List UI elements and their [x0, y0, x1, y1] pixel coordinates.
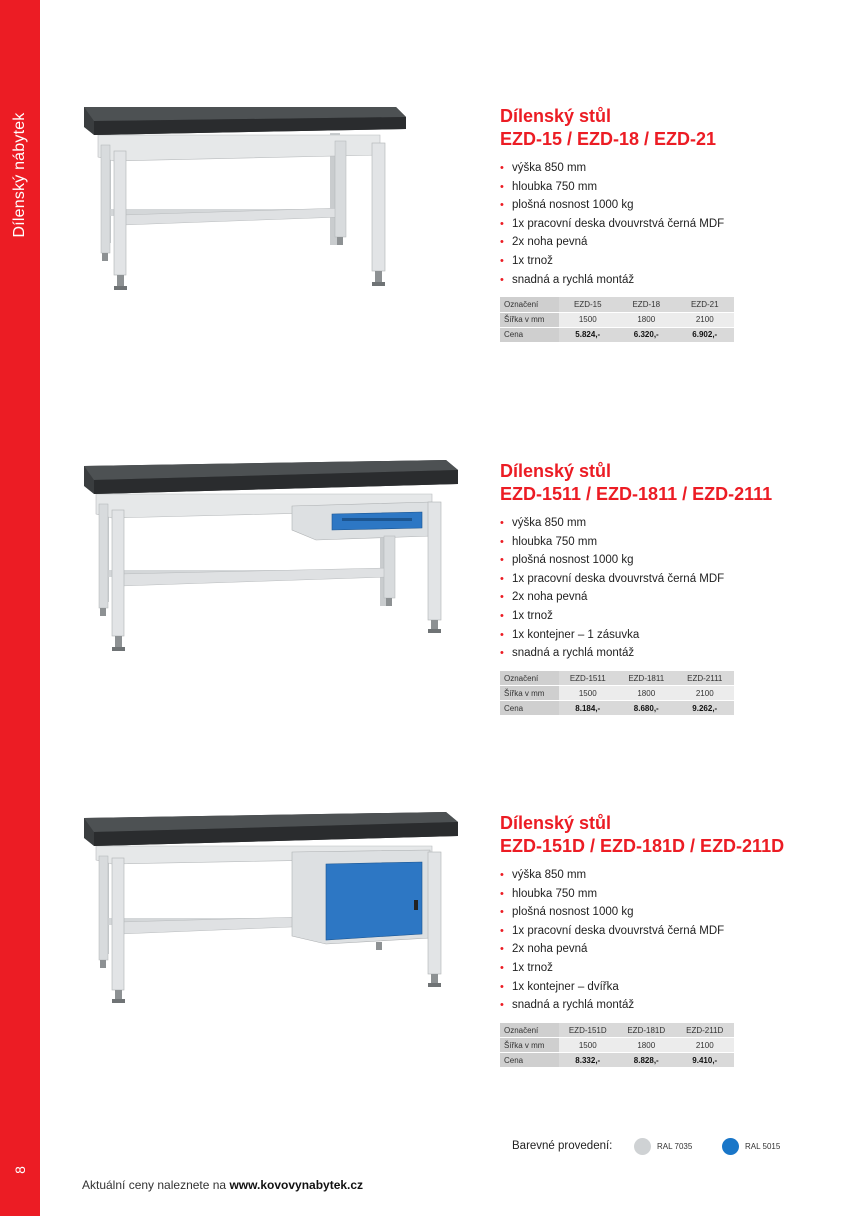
- workbench-cabinet-image: [80, 812, 465, 1012]
- feature-list: [500, 866, 840, 1015]
- product-title: Dílenský stůl: [500, 461, 612, 481]
- footer: [82, 1178, 363, 1192]
- color-name: RAL 7035: [657, 1142, 693, 1151]
- feature-item: • hloubka 750 mm: [500, 535, 598, 548]
- color-options-label: Barevné provedení:: [512, 1140, 613, 1152]
- feature-item: • výška 850 mm: [500, 162, 587, 174]
- feature-item: • snadná a rychlá montáž: [500, 273, 635, 286]
- feature-item: • plošná nosnost 1000 kg: [500, 554, 634, 567]
- feature-item: • výška 850 mm: [500, 869, 587, 881]
- table-row: Cena 5.824,- 6.320,- 6.902,-: [500, 327, 734, 342]
- feature-item: • plošná nosnost 1000 kg: [500, 199, 634, 212]
- feature-item: • 1x kontejner – dvířka: [500, 980, 619, 993]
- spec-table: [500, 671, 734, 717]
- page-number: 8: [12, 1166, 28, 1174]
- feature-item: • 1x trnož: [500, 609, 553, 622]
- table-row: Šířka v mm 1500 1800 2100: [500, 312, 734, 327]
- footer-text: Aktuální ceny naleznete na: [82, 1178, 227, 1192]
- feature-item: • 1x trnož: [500, 254, 553, 267]
- table-row: Cena 8.184,- 8.680,- 9.262,-: [500, 701, 734, 716]
- product-models: EZD-1511 / EZD-1811 / EZD-2111: [500, 484, 773, 504]
- feature-item: • 1x kontejner – 1 zásuvka: [500, 628, 640, 641]
- section-title: Dílenský nábytek: [11, 112, 28, 238]
- feature-item: • 1x pracovní deska dvouvrstvá černá MDF: [500, 924, 725, 937]
- feature-item: • hloubka 750 mm: [500, 887, 598, 900]
- feature-item: • výška 850 mm: [500, 517, 587, 529]
- product-title: Dílenský stůl: [500, 106, 612, 126]
- feature-item: • 1x trnož: [500, 961, 553, 974]
- product-models: EZD-151D / EZD-181D / EZD-211D: [500, 836, 785, 856]
- feature-item: • 1x pracovní deska dvouvrstvá černá MDF: [500, 217, 725, 230]
- feature-list: [500, 159, 840, 289]
- table-row: Šířka v mm 1500 1800 2100: [500, 686, 734, 701]
- table-row: Šířka v mm 1500 1800 2100: [500, 1038, 734, 1053]
- table-row: Označení EZD-151D EZD-181D EZD-211D: [500, 1023, 734, 1038]
- feature-item: • plošná nosnost 1000 kg: [500, 906, 634, 919]
- feature-item: • 2x noha pevná: [500, 236, 588, 249]
- workbench-drawer-image: [80, 460, 465, 660]
- feature-item: • 2x noha pevná: [500, 943, 588, 956]
- spec-table: [500, 297, 734, 343]
- feature-item: • 2x noha pevná: [500, 591, 588, 604]
- table-row: Označení EZD-1511 EZD-1811 EZD-2111: [500, 671, 734, 686]
- color-name: RAL 5015: [745, 1142, 781, 1151]
- feature-item: • snadná a rychlá montáž: [500, 999, 635, 1012]
- product-title: Dílenský stůl: [500, 813, 612, 833]
- feature-item: • 1x pracovní deska dvouvrstvá černá MDF: [500, 572, 725, 585]
- feature-item: • hloubka 750 mm: [500, 180, 598, 193]
- feature-list: [500, 514, 840, 663]
- color-options: [512, 1138, 812, 1158]
- product-models: EZD-15 / EZD-18 / EZD-21: [500, 129, 717, 149]
- table-row: Cena 8.332,- 8.828,- 9.410,-: [500, 1053, 734, 1068]
- feature-item: • snadná a rychlá montáž: [500, 647, 635, 660]
- spec-table: [500, 1023, 734, 1069]
- color-swatch-ral-7035: [634, 1138, 651, 1155]
- workbench-basic-image: [80, 105, 410, 305]
- table-row: Označení EZD-15 EZD-18 EZD-21: [500, 297, 734, 312]
- color-swatch-ral-5015: [722, 1138, 739, 1155]
- footer-link[interactable]: www.kovovynabytek.cz: [229, 1178, 364, 1192]
